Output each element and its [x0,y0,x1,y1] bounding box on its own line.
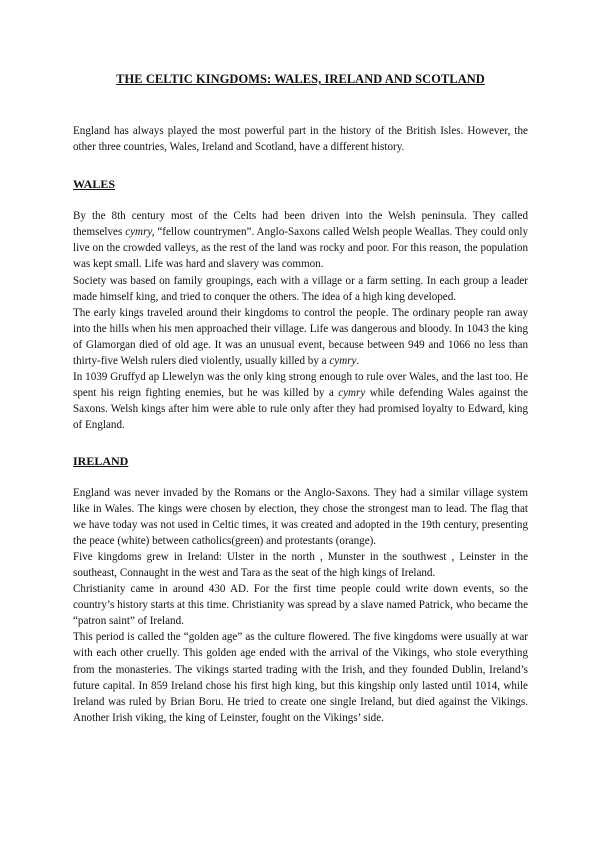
ireland-section [73,454,528,726]
text-span: In 1039 Gruffyd ap Llewelyn was the only king strong enough to rule over Wales, and the last too. He spent his reign fighting enemies, but he was killed by a [73,371,528,400]
text-span: By the 8th century most of the Celts had been driven into the Welsh peninsula. They called themselves [73,210,528,239]
wales-paragraph-4 [73,369,528,433]
wales-paragraph-3 [73,305,528,369]
italic-term: cymry [338,387,366,400]
ireland-paragraph-3: Christianity came in around 430 AD. For the first time people could write down events, so the country’s history starts at this time. Christianity was spread by a slave named Patrick, who became the “patron saint” of Ireland. [73,583,528,628]
wales-paragraph-2: Society was based on family groupings, each with a village or a farm setting. In each group a leader made himself king, and tried to conquer the others. The idea of a high king developed. [73,274,528,303]
ireland-heading: IRELAND [73,453,129,468]
wales-heading: WALES [73,177,116,192]
document-title: THE CELTIC KINGDOMS: WALES, IRELAND AND SCOTLAND [116,72,485,86]
ireland-paragraph-1: England was never invaded by the Romans or the Anglo-Saxons. They had a similar village system like in Wales. The kings were chosen by election, they chose the strongest man to lead. The flag that we have today was not used in Celtic times, it was created and adopted in the 19th century, presenting the peace (white) between catholics(green) and protestants (orange). [73,486,528,547]
text-span: The early kings traveled around their kingdoms to control the people. The ordinary people ran away into the hills when his men approached their village. Life was dangerous and bloody. In 1043 the king of Glamorgan died of old age. It was an unusual event, because between 949 and 1066 no less than thirty-five Welsh rulers died violently, usually killed by a [73,306,528,368]
ireland-paragraph-4: This period is called the “golden age” as the culture flowered. The five kingdoms were usually at war with each other cruelly. This golden age ended with the arrival of the Vikings, who stole everything from the monasteries. The vikings started trading with the Irish, and they founded Dublin, Ireland’s future capital. In 859 Ireland chose his first high king, but this kingship only lasted until 1014, while Ireland was ruled by Brian Boru. He tried to create one single Ireland, but died against the Vikings. Another Irish viking, the king of Leinster, fought on the Vikings’ side. [73,631,528,724]
ireland-paragraph-2: Five kingdoms grew in Ireland: Ulster in the north , Munster in the southwest , Leinster in the southeast, Connaught in the west and Tara as the seat of the high kings of Ireland. [73,550,528,579]
wales-paragraph-1 [73,208,528,272]
intro-paragraph: England has always played the most powerful part in the history of the British Isles. However, the other three countries, Wales, Ireland and Scotland, have a different history. [73,125,528,154]
italic-term: cymry, [125,226,155,239]
text-span: while defending Wales against the Saxons. Welsh kings after him were able to rule only after they had promised loyalty to Edward, king of England. [73,387,528,432]
text-span: . [356,355,360,368]
italic-term: cymry [329,355,357,368]
wales-section [73,177,528,433]
text-span: “fellow countrymen”. Anglo-Saxons called Welsh people Weallas. They could only live on the crowded valleys, as the rest of the land was rocky and poor. For this reason, the population was kept small. Life was hard and slavery was common. [73,226,528,271]
